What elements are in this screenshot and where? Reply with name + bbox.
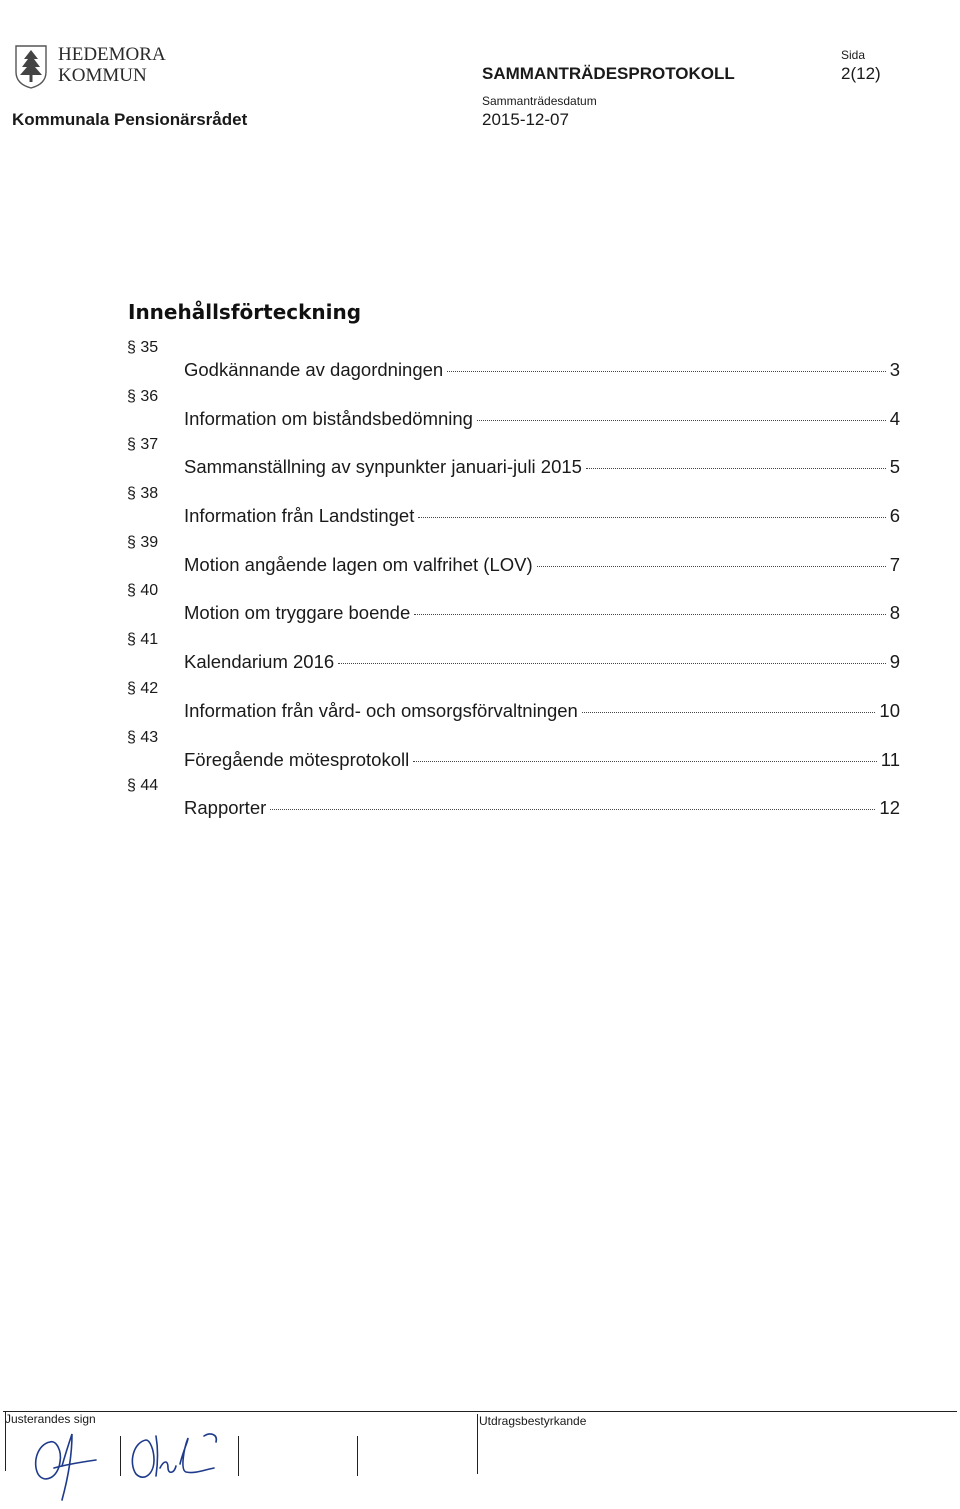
toc-item-number: § 41 [127,631,159,649]
toc-item-number: § 35 [127,339,159,356]
toc-leader-dots [447,371,885,372]
toc-item-title: Motion angående lagen om valfrihet (LOV) [184,553,533,575]
tree-crest-icon [12,42,50,90]
toc-list [127,338,900,825]
toc-item-number: § 38 [127,485,159,503]
toc-item-number: § 40 [127,582,159,600]
toc-item-line [184,601,900,625]
toc-item[interactable] [127,533,900,582]
toc-item[interactable] [127,435,900,484]
toc-item[interactable] [127,776,900,825]
toc-leader-dots [582,712,876,713]
footer-divider [3,1411,957,1412]
toc-item-title: Information från Landstinget [184,505,415,527]
toc-item-page: 4 [889,407,900,429]
toc-item-title: Kalendarium 2016 [184,651,335,673]
toc-leader-dots [586,468,886,469]
toc-item[interactable] [127,484,900,533]
toc-item-page: 11 [880,748,900,770]
municipality-logo-text [58,44,166,86]
toc-item-title: Information från vård- och omsorgsförvaltningen [184,699,578,721]
toc-item-line [184,748,900,772]
toc-leader-dots [270,809,875,810]
toc-item-page: 7 [889,553,900,575]
toc-item-title: Motion om tryggare boende [184,602,411,624]
toc-item-number: § 36 [127,387,159,405]
toc-item-line [184,407,900,431]
toc-item[interactable] [127,581,900,630]
adjuster-sign-label: Justerandes sign [5,1412,96,1426]
toc-item-page: 6 [889,505,900,527]
toc-leader-dots [418,517,885,518]
footer-divider-middle [477,1414,478,1474]
toc-item-page: 3 [889,359,900,380]
toc-item-number: § 39 [127,533,159,551]
toc-item-title: Information om biståndsbedömning [184,407,473,429]
toc-item-title: Sammanställning av synpunkter januari-juli 2015 [184,456,582,478]
toc-leader-dots [413,761,877,762]
toc-item-page: 9 [889,651,900,673]
toc-item-line [184,796,900,820]
logo-line-1: HEDEMORA [58,44,166,65]
handwritten-signature [24,1418,254,1504]
toc-item-title: Föregående mötesprotokoll [184,748,410,770]
toc-item-page: 5 [889,456,900,478]
toc-item[interactable] [127,728,900,777]
toc-item-number: § 43 [127,728,159,746]
toc-item-line [184,650,900,674]
logo-line-2: KOMMUN [58,65,147,86]
toc-item-line [184,553,900,577]
toc-item-line [184,504,900,528]
toc-item[interactable] [127,387,900,436]
toc-item-page: 12 [879,797,900,819]
toc-item-number: § 37 [127,436,159,454]
page-number: 2(12) [841,64,881,83]
toc-leader-dots [537,566,886,567]
page-label: Sida [841,48,866,62]
toc-leader-dots [414,614,885,615]
meeting-date: 2015-12-07 [482,110,569,129]
toc-item-page: 10 [879,699,900,721]
toc-item-number: § 42 [127,679,159,697]
toc-item-number: § 44 [127,777,159,795]
extract-certification-label: Utdragsbestyrkande [479,1414,587,1428]
toc-item-title: Godkännande av dagordningen [184,359,444,380]
toc-leader-dots [477,420,886,421]
toc-item-line [184,699,900,723]
toc-item-title: Rapporter [184,797,267,819]
department-name: Kommunala Pensionärsrådet [12,110,248,129]
toc-item[interactable] [127,679,900,728]
toc-item-line [184,358,900,382]
toc-item[interactable] [127,338,900,387]
toc-item-line [184,455,900,479]
toc-heading: Innehållsförteckning [128,300,362,324]
meeting-date-label: Sammanträdesdatum [482,94,597,108]
document-title: SAMMANTRÄDESPROTOKOLL [482,64,735,83]
toc-item-page: 8 [889,602,900,624]
toc-leader-dots [338,663,886,664]
toc-item[interactable] [127,630,900,679]
signature-separator-3 [357,1436,358,1476]
